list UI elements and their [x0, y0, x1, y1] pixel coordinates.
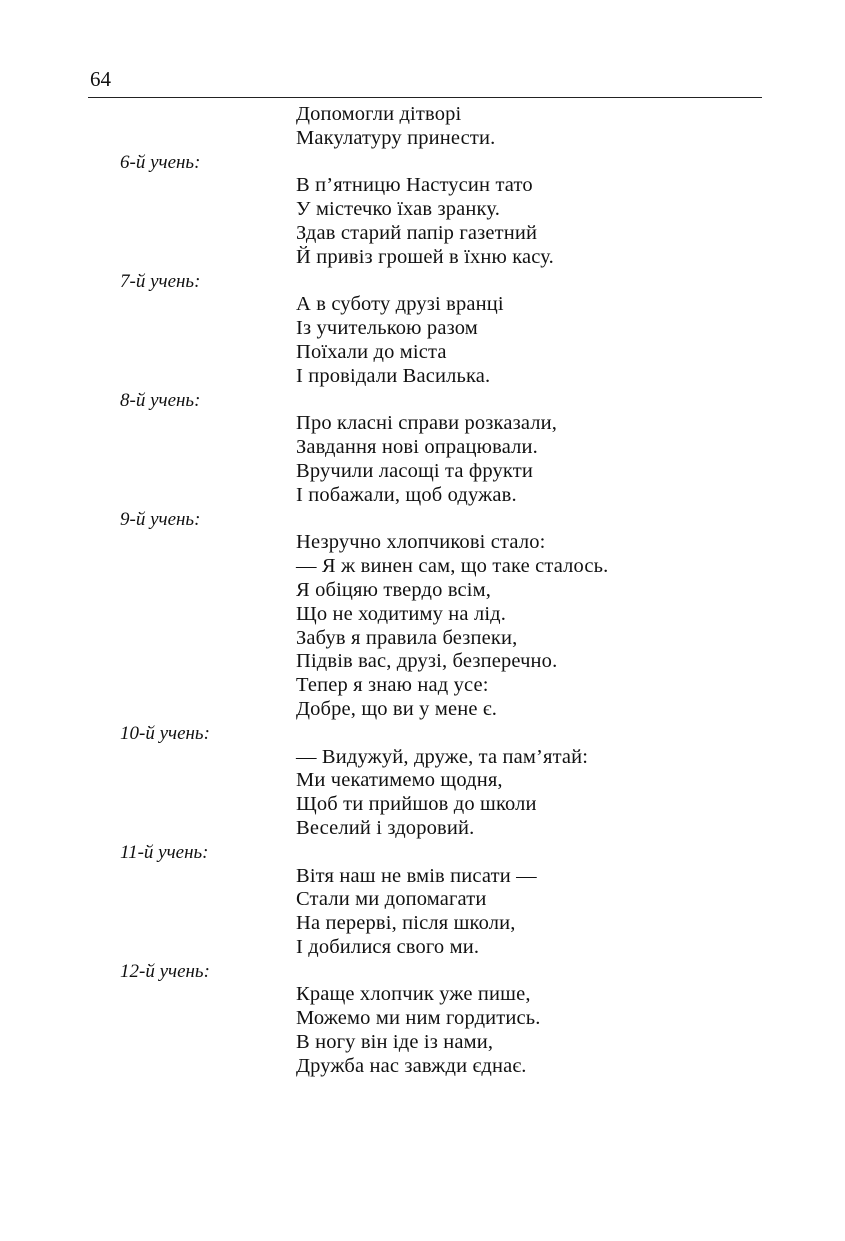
verse-line: Краще хлопчик уже пише,	[296, 983, 531, 1006]
verse-line: — Я ж винен сам, що таке сталось.	[296, 555, 609, 578]
speaker-label: 7-й учень:	[120, 270, 201, 292]
verse-line: І побажали, щоб одужав.	[296, 483, 517, 506]
verse-line: Незручно хлопчикові стало:	[296, 531, 546, 554]
verse-line: Забув я правила безпеки,	[296, 626, 518, 649]
header-divider	[88, 97, 762, 98]
verse-line: В п’ятницю Настусин тато	[296, 174, 533, 197]
verse-line: Тепер я знаю над усе:	[296, 674, 489, 697]
speaker-label: 6-й учень:	[120, 151, 201, 173]
poem-body	[0, 103, 845, 1079]
verse-line: Про класні справи розказали,	[296, 412, 558, 435]
verse-line: Що не ходитиму на лід.	[296, 602, 507, 625]
verse-line: Макулатуру принести.	[296, 126, 496, 149]
verse-line: Із учителькою разом	[296, 317, 478, 340]
verse-line: На перерві, після школи,	[296, 912, 516, 935]
page-number: 64	[90, 67, 111, 91]
verse-line: А в суботу друзі вранці	[296, 293, 504, 316]
verse-line: В ногу він іде із нами,	[296, 1031, 494, 1054]
verse-line: Допомогли дітворі	[296, 103, 462, 125]
speaker-label: 10-й учень:	[120, 722, 210, 744]
verse-line: Щоб ти прийшов до школи	[296, 793, 537, 816]
verse-line: Підвів вас, друзі, безперечно.	[296, 650, 558, 673]
verse-line: Стали ми допомагати	[296, 888, 487, 911]
verse-line: — Видужуй, друже, та пам’ятай:	[296, 745, 589, 768]
verse-line: Ми чекатимемо щодня,	[296, 769, 503, 792]
verse-line: Я обіцяю твердо всім,	[296, 578, 492, 601]
verse-line: Й привіз грошей в їхню касу.	[296, 245, 554, 268]
speaker-label: 11-й учень:	[120, 841, 209, 863]
speaker-label: 9-й учень:	[120, 508, 201, 530]
verse-line: І провідали Василька.	[296, 364, 491, 387]
verse-line: І добилися свого ми.	[296, 935, 480, 958]
verse-line: Можемо ми ним гордитись.	[296, 1007, 541, 1030]
verse-line: У містечко їхав зранку.	[296, 198, 500, 221]
verse-line: Дружба нас завжди єднає.	[296, 1054, 527, 1077]
verse-line: Веселий і здоровий.	[296, 816, 475, 839]
speaker-label: 12-й учень:	[120, 960, 210, 982]
verse-line: Добре, що ви у мене є.	[296, 697, 498, 720]
verse-line: Здав старий папір газетний	[296, 221, 538, 244]
speaker-label: 8-й учень:	[120, 389, 201, 411]
verse-line: Вітя наш не вмів писати —	[296, 864, 537, 887]
verse-line: Поїхали до міста	[296, 340, 447, 363]
verse-line: Вручили ласощі та фрукти	[296, 459, 533, 482]
verse-line: Завдання нові опрацювали.	[296, 436, 538, 459]
